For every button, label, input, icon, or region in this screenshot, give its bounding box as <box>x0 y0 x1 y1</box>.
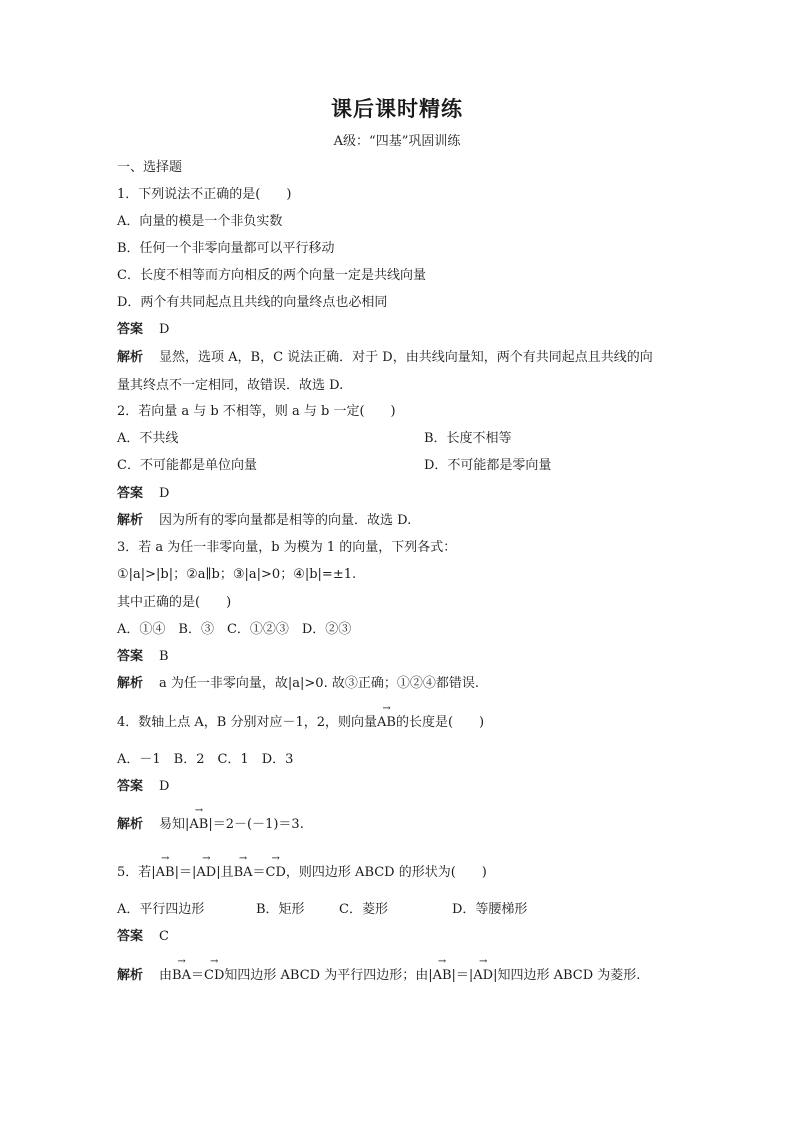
q2-option-a: A．不共线 <box>117 431 179 446</box>
answer-label: 答案 <box>117 649 144 664</box>
q3-answer-value: B <box>159 649 169 664</box>
q5-vector-cd: → CD <box>266 865 286 881</box>
q1-option-d: D．两个有共同起点且共线的向量终点也必相同 <box>117 295 388 310</box>
q5-answer-value: C <box>159 929 169 944</box>
page-subtitle: A级：“四基”巩固训练 <box>333 134 461 149</box>
answer-label: 答案 <box>117 322 144 337</box>
q4-options: A．－1 B．2 C．1 D．3 <box>117 752 294 767</box>
q5-analysis-vector-cd: → CD <box>204 968 224 984</box>
q5-option-b: B．矩形 <box>256 902 305 917</box>
q3-options: A．①④ B．③ C．①②③ D．②③ <box>117 622 352 637</box>
q5-option-a: A．平行四边形 <box>117 902 205 917</box>
q4-analysis-pre: 易知| <box>159 817 190 832</box>
q2-analysis-text: 因为所有的零向量都是相等的向量．故选 D. <box>159 513 412 528</box>
q5-vector-ba: → BA <box>234 865 253 881</box>
q4-analysis-post: |＝2－(－1)＝3. <box>208 817 304 832</box>
q4-analysis <box>117 817 304 833</box>
q3-stem-2: 其中正确的是( ) <box>117 595 232 610</box>
q2-answer <box>117 486 169 502</box>
answer-label: 答案 <box>117 929 144 944</box>
q5-analysis-vector-ad: → AD <box>473 968 493 984</box>
analysis-label: 解析 <box>117 350 144 365</box>
q5-stem <box>117 865 487 881</box>
q2-answer-value: D <box>159 486 170 501</box>
q5-stem-part: 5．若| <box>117 865 156 880</box>
q3-stem: 3．若 a 为任一非零向量，b 为模为 1 的向量，下列各式： <box>117 540 457 555</box>
q2-stem: 2．若向量 a 与 b 不相等，则 a 与 b 一定( ) <box>117 404 396 419</box>
q1-option-c: C．长度不相等而方向相反的两个向量一定是共线向量 <box>117 268 426 283</box>
q5-analysis-vector-ab: → AB <box>433 968 452 984</box>
answer-label: 答案 <box>117 779 144 794</box>
q1-analysis <box>117 350 653 366</box>
q3-analysis-text: a 为任一非零向量，故|a|>0. 故③正确；①②④都错误. <box>159 676 479 691</box>
page-title: 课后课时精练 <box>331 97 463 121</box>
q5-analysis-part: |＝| <box>451 968 474 983</box>
q4-analysis-vector: → AB <box>189 817 208 833</box>
q5-option-d: D．等腰梯形 <box>452 902 528 917</box>
q2-option-d: D．不可能都是零向量 <box>424 458 552 473</box>
analysis-label: 解析 <box>117 968 144 983</box>
q4-vector-ab: → AB <box>377 715 396 731</box>
q4-answer <box>117 779 169 795</box>
q4-answer-value: D <box>159 779 170 794</box>
q1-analysis-cont: 量其终点不一定相同，故错误．故选 D. <box>117 378 344 393</box>
q4-stem-post: 的长度是( ) <box>395 715 485 730</box>
q5-analysis-part: 知四边形 ABCD 为平行四边形；由| <box>224 968 433 983</box>
q5-vector-ab: → AB <box>156 865 175 881</box>
q3-analysis <box>117 676 479 692</box>
q5-option-c: C．菱形 <box>339 902 388 917</box>
q1-answer <box>117 322 169 338</box>
q1-analysis-text-1: 显然，选项 A，B，C 说法正确．对于 D，由共线向量知，两个有共同起点且共线的向 <box>159 350 653 365</box>
q3-formulas: ①|a|>|b|；②a∥b；③|a|>0；④|b|=±1. <box>117 567 357 582</box>
q4-stem-pre: 4．数轴上点 A，B 分别对应－1，2，则向量 <box>117 715 378 730</box>
q5-answer <box>117 929 169 945</box>
section-heading: 一、选择题 <box>117 160 183 175</box>
q1-option-b: B．任何一个非零向量都可以平行移动 <box>117 241 335 256</box>
q1-option-a: A．向量的模是一个非负实数 <box>117 214 283 229</box>
q4-stem <box>117 715 484 731</box>
answer-label: 答案 <box>117 486 144 501</box>
analysis-label: 解析 <box>117 817 144 832</box>
analysis-label: 解析 <box>117 513 144 528</box>
q3-answer <box>117 649 169 665</box>
q2-option-b: B．长度不相等 <box>424 431 512 446</box>
q5-analysis-part: ＝ <box>190 968 204 983</box>
q5-stem-part: ＝ <box>252 865 266 880</box>
q5-stem-part: |＝| <box>174 865 197 880</box>
q5-stem-part: ，则四边形 ABCD 的形状为( ) <box>285 865 487 880</box>
analysis-label: 解析 <box>117 676 144 691</box>
q2-analysis <box>117 513 411 529</box>
q1-answer-value: D <box>159 322 170 337</box>
q1-stem: 1．下列说法不正确的是( ) <box>117 187 292 202</box>
q5-vector-ad: → AD <box>196 865 216 881</box>
q5-analysis-part: 由 <box>159 968 173 983</box>
q5-analysis-vector-ba: → BA <box>172 968 191 984</box>
q2-option-c: C．不可能都是单位向量 <box>117 458 257 473</box>
q5-analysis-part: |知四边形 ABCD 为菱形. <box>493 968 641 983</box>
q5-stem-part: |且 <box>216 865 234 880</box>
q5-analysis <box>117 968 640 984</box>
